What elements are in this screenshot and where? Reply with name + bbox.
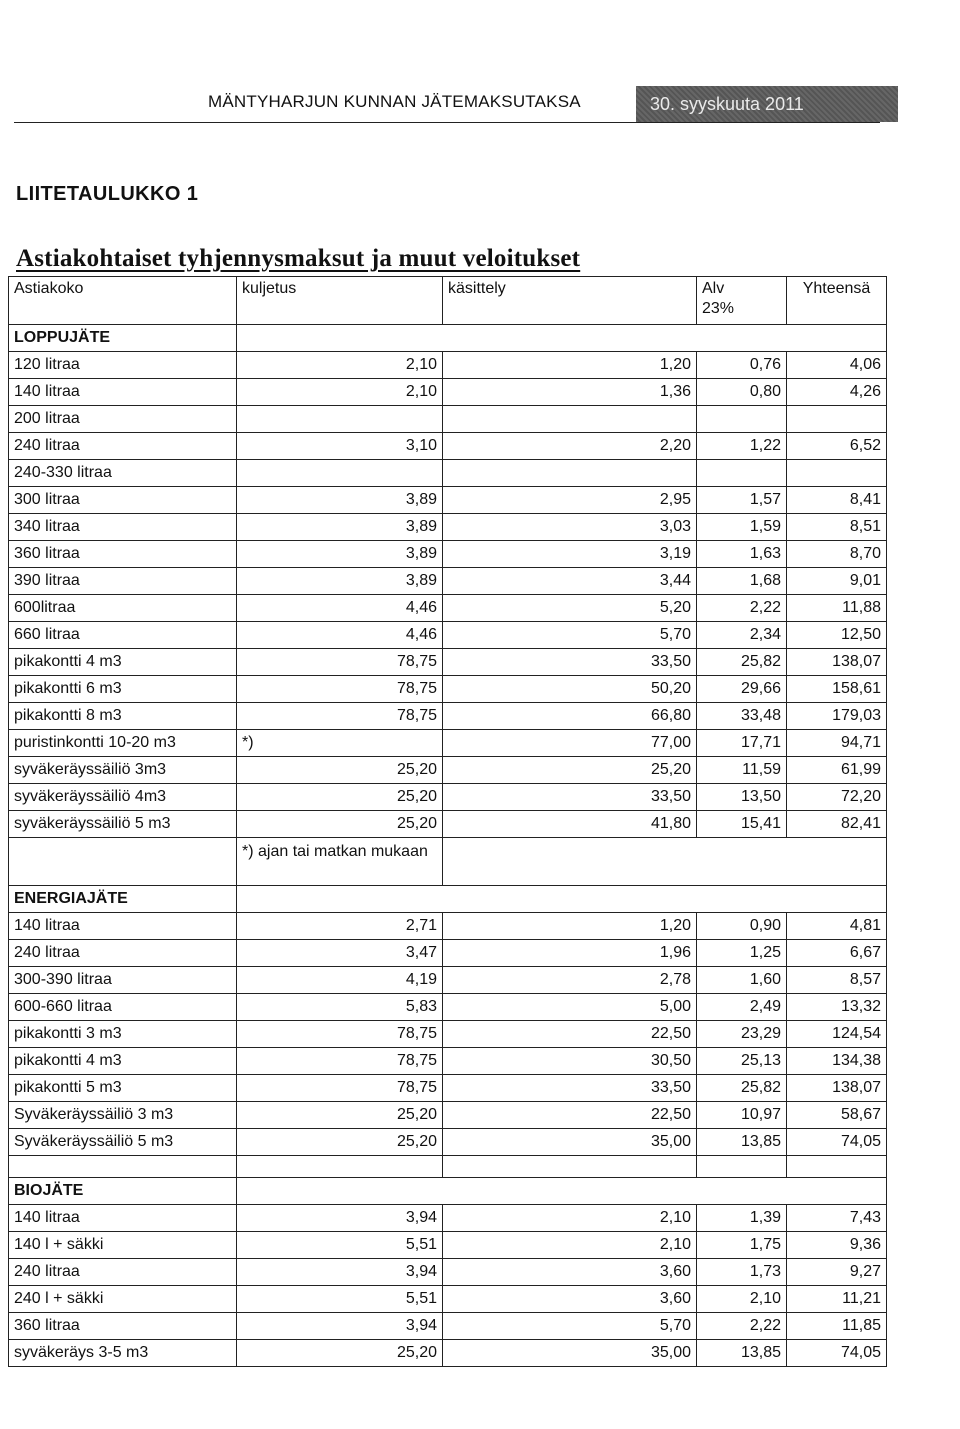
cell-treatment: 25,20 xyxy=(443,757,697,784)
cell-size: 360 litraa xyxy=(9,541,237,568)
cell-size: syväkeräyssäiliö 3m3 xyxy=(9,757,237,784)
cell-vat: 2,49 xyxy=(697,994,787,1021)
cell-treatment: 5,70 xyxy=(443,622,697,649)
cell-vat: 2,34 xyxy=(697,622,787,649)
column-header-vat xyxy=(697,277,787,325)
cell-size: 240-330 litraa xyxy=(9,460,237,487)
cell-size: 300-390 litraa xyxy=(9,967,237,994)
cell-treatment: 1,36 xyxy=(443,379,697,406)
cell-treatment: 1,20 xyxy=(443,913,697,940)
cell-total: 11,21 xyxy=(787,1286,887,1313)
cell-total: 58,67 xyxy=(787,1102,887,1129)
column-header-vat-line2: 23% xyxy=(702,300,735,317)
cell-transport: 25,20 xyxy=(237,757,443,784)
cell-treatment: 66,80 xyxy=(443,703,697,730)
cell-vat: 1,73 xyxy=(697,1259,787,1286)
table-row xyxy=(9,649,887,676)
table-row xyxy=(9,460,887,487)
cell-transport xyxy=(237,460,443,487)
cell-transport: 3,94 xyxy=(237,1259,443,1286)
cell-treatment xyxy=(443,406,697,433)
cell-transport: 25,20 xyxy=(237,784,443,811)
cell-vat: 25,82 xyxy=(697,1075,787,1102)
cell-transport: 3,89 xyxy=(237,487,443,514)
cell-transport: 3,10 xyxy=(237,433,443,460)
cell-vat: 10,97 xyxy=(697,1102,787,1129)
cell-size: 390 litraa xyxy=(9,568,237,595)
cell-treatment: 2,78 xyxy=(443,967,697,994)
cell-total: 138,07 xyxy=(787,649,887,676)
cell-treatment: 5,20 xyxy=(443,595,697,622)
cell-treatment: 50,20 xyxy=(443,676,697,703)
cell-size: 300 litraa xyxy=(9,487,237,514)
spacer-cell xyxy=(787,1156,887,1178)
section-header-row xyxy=(9,1178,887,1205)
cell-total: 9,01 xyxy=(787,568,887,595)
cell-vat: 23,29 xyxy=(697,1021,787,1048)
table-row xyxy=(9,676,887,703)
table-row xyxy=(9,730,887,757)
cell-total: 82,41 xyxy=(787,811,887,838)
cell-treatment: 35,00 xyxy=(443,1340,697,1367)
cell-total: 134,38 xyxy=(787,1048,887,1075)
fee-table xyxy=(8,276,887,1367)
cell-size: 140 l + säkki xyxy=(9,1232,237,1259)
cell-vat: 0,76 xyxy=(697,352,787,379)
table-row xyxy=(9,811,887,838)
table-row xyxy=(9,406,887,433)
cell-treatment: 2,10 xyxy=(443,1205,697,1232)
cell-total xyxy=(787,406,887,433)
table-row xyxy=(9,994,887,1021)
cell-total: 9,36 xyxy=(787,1232,887,1259)
table-title: Astiakohtaiset tyhjennysmaksut ja muut veloitukset xyxy=(16,245,581,272)
footnote-filler xyxy=(443,838,887,886)
cell-total: 4,81 xyxy=(787,913,887,940)
cell-vat: 25,13 xyxy=(697,1048,787,1075)
cell-treatment: 3,60 xyxy=(443,1286,697,1313)
cell-transport: 3,47 xyxy=(237,940,443,967)
cell-total: 138,07 xyxy=(787,1075,887,1102)
cell-treatment: 3,19 xyxy=(443,541,697,568)
cell-vat: 1,25 xyxy=(697,940,787,967)
cell-total: 7,43 xyxy=(787,1205,887,1232)
table-row xyxy=(9,940,887,967)
table-row xyxy=(9,757,887,784)
table-row xyxy=(9,1205,887,1232)
cell-treatment: 3,60 xyxy=(443,1259,697,1286)
cell-treatment: 35,00 xyxy=(443,1129,697,1156)
cell-transport: 78,75 xyxy=(237,1021,443,1048)
column-header-row xyxy=(9,277,887,325)
table-row xyxy=(9,1075,887,1102)
cell-total: 4,06 xyxy=(787,352,887,379)
section-title: BIOJÄTE xyxy=(9,1178,237,1205)
cell-vat: 13,85 xyxy=(697,1340,787,1367)
cell-size: syväkeräyssäiliö 4m3 xyxy=(9,784,237,811)
cell-transport: 5,51 xyxy=(237,1232,443,1259)
cell-vat: 1,39 xyxy=(697,1205,787,1232)
cell-vat xyxy=(697,460,787,487)
cell-total: 8,57 xyxy=(787,967,887,994)
cell-treatment: 1,20 xyxy=(443,352,697,379)
cell-size: 140 litraa xyxy=(9,913,237,940)
cell-transport: 25,20 xyxy=(237,1102,443,1129)
table-row xyxy=(9,1340,887,1367)
cell-treatment: 5,70 xyxy=(443,1313,697,1340)
cell-treatment: 2,95 xyxy=(443,487,697,514)
cell-total: 8,41 xyxy=(787,487,887,514)
cell-transport: 5,83 xyxy=(237,994,443,1021)
cell-transport: 3,89 xyxy=(237,514,443,541)
cell-treatment: 22,50 xyxy=(443,1021,697,1048)
table-row xyxy=(9,1129,887,1156)
cell-total: 94,71 xyxy=(787,730,887,757)
cell-transport: 3,89 xyxy=(237,568,443,595)
table-row xyxy=(9,703,887,730)
cell-size: pikakontti 4 m3 xyxy=(9,649,237,676)
cell-transport xyxy=(237,406,443,433)
cell-treatment: 3,44 xyxy=(443,568,697,595)
cell-treatment: 77,00 xyxy=(443,730,697,757)
cell-size: 200 litraa xyxy=(9,406,237,433)
cell-vat: 2,22 xyxy=(697,1313,787,1340)
cell-total: 11,88 xyxy=(787,595,887,622)
cell-total: 6,52 xyxy=(787,433,887,460)
cell-total: 179,03 xyxy=(787,703,887,730)
cell-transport: 3,89 xyxy=(237,541,443,568)
cell-treatment: 33,50 xyxy=(443,784,697,811)
cell-vat: 2,10 xyxy=(697,1286,787,1313)
section-title: LOPPUJÄTE xyxy=(9,325,237,352)
cell-treatment: 33,50 xyxy=(443,1075,697,1102)
section-header-row xyxy=(9,325,887,352)
table-row xyxy=(9,1313,887,1340)
cell-size: 140 litraa xyxy=(9,379,237,406)
cell-size: syväkeräys 3-5 m3 xyxy=(9,1340,237,1367)
cell-size: 600litraa xyxy=(9,595,237,622)
cell-total: 11,85 xyxy=(787,1313,887,1340)
cell-size: 140 litraa xyxy=(9,1205,237,1232)
cell-size: 120 litraa xyxy=(9,352,237,379)
cell-transport: 5,51 xyxy=(237,1286,443,1313)
footnote-text: *) ajan tai matkan mukaan xyxy=(237,838,443,886)
cell-treatment: 5,00 xyxy=(443,994,697,1021)
cell-total: 158,61 xyxy=(787,676,887,703)
cell-vat: 13,50 xyxy=(697,784,787,811)
cell-vat: 11,59 xyxy=(697,757,787,784)
spacer-cell xyxy=(9,1156,237,1178)
cell-vat: 1,75 xyxy=(697,1232,787,1259)
cell-size: 240 litraa xyxy=(9,1259,237,1286)
cell-transport: 78,75 xyxy=(237,1048,443,1075)
fee-table-body xyxy=(9,277,887,1367)
cell-vat: 1,57 xyxy=(697,487,787,514)
cell-size: 600-660 litraa xyxy=(9,994,237,1021)
cell-treatment: 2,10 xyxy=(443,1232,697,1259)
table-row xyxy=(9,541,887,568)
cell-treatment: 33,50 xyxy=(443,649,697,676)
table-row xyxy=(9,1021,887,1048)
cell-size: pikakontti 3 m3 xyxy=(9,1021,237,1048)
column-header-total: Yhteensä xyxy=(787,277,887,325)
cell-transport: 4,46 xyxy=(237,622,443,649)
table-row xyxy=(9,784,887,811)
table-row xyxy=(9,487,887,514)
cell-vat: 2,22 xyxy=(697,595,787,622)
cell-size: pikakontti 8 m3 xyxy=(9,703,237,730)
cell-total: 13,32 xyxy=(787,994,887,1021)
cell-transport: 2,71 xyxy=(237,913,443,940)
cell-size: pikakontti 5 m3 xyxy=(9,1075,237,1102)
cell-total: 4,26 xyxy=(787,379,887,406)
cell-transport: 25,20 xyxy=(237,1129,443,1156)
cell-total: 72,20 xyxy=(787,784,887,811)
spacer-cell xyxy=(237,1156,443,1178)
footnote-row xyxy=(9,838,887,886)
cell-vat: 29,66 xyxy=(697,676,787,703)
column-header-vat-line1: Alv xyxy=(702,280,725,297)
cell-vat: 13,85 xyxy=(697,1129,787,1156)
cell-vat: 1,68 xyxy=(697,568,787,595)
cell-vat: 25,82 xyxy=(697,649,787,676)
cell-total: 6,67 xyxy=(787,940,887,967)
section-header-filler xyxy=(237,886,887,913)
document-date-badge: 30. syyskuuta 2011 xyxy=(636,86,898,122)
cell-vat: 1,60 xyxy=(697,967,787,994)
column-header-transport: kuljetus xyxy=(237,277,443,325)
cell-size: puristinkontti 10-20 m3 xyxy=(9,730,237,757)
table-row xyxy=(9,913,887,940)
cell-total: 74,05 xyxy=(787,1129,887,1156)
table-row xyxy=(9,379,887,406)
cell-transport: 2,10 xyxy=(237,352,443,379)
cell-transport: 25,20 xyxy=(237,1340,443,1367)
section-header-filler xyxy=(237,325,887,352)
cell-transport: 78,75 xyxy=(237,703,443,730)
cell-vat: 1,63 xyxy=(697,541,787,568)
cell-vat: 1,22 xyxy=(697,433,787,460)
table-row xyxy=(9,433,887,460)
table-row xyxy=(9,352,887,379)
cell-total: 124,54 xyxy=(787,1021,887,1048)
table-row xyxy=(9,1286,887,1313)
spacer-cell xyxy=(443,1156,697,1178)
table-row xyxy=(9,595,887,622)
cell-vat: 0,80 xyxy=(697,379,787,406)
table-row xyxy=(9,967,887,994)
appendix-label: LIITETAULUKKO 1 xyxy=(16,183,199,205)
cell-treatment: 41,80 xyxy=(443,811,697,838)
cell-size: 360 litraa xyxy=(9,1313,237,1340)
cell-transport: 4,19 xyxy=(237,967,443,994)
cell-transport: 78,75 xyxy=(237,649,443,676)
cell-size: pikakontti 4 m3 xyxy=(9,1048,237,1075)
column-header-treatment: käsittely xyxy=(443,277,697,325)
cell-total: 61,99 xyxy=(787,757,887,784)
cell-transport: 3,94 xyxy=(237,1205,443,1232)
cell-transport: 25,20 xyxy=(237,811,443,838)
cell-vat: 15,41 xyxy=(697,811,787,838)
cell-size: Syväkeräyssäiliö 3 m3 xyxy=(9,1102,237,1129)
table-row xyxy=(9,622,887,649)
cell-transport: *) xyxy=(237,730,443,757)
cell-total: 9,27 xyxy=(787,1259,887,1286)
table-row xyxy=(9,1232,887,1259)
cell-size: pikakontti 6 m3 xyxy=(9,676,237,703)
cell-total: 8,70 xyxy=(787,541,887,568)
cell-treatment: 3,03 xyxy=(443,514,697,541)
cell-vat: 33,48 xyxy=(697,703,787,730)
cell-vat: 0,90 xyxy=(697,913,787,940)
cell-transport: 2,10 xyxy=(237,379,443,406)
cell-transport: 4,46 xyxy=(237,595,443,622)
cell-vat: 17,71 xyxy=(697,730,787,757)
cell-treatment: 1,96 xyxy=(443,940,697,967)
cell-transport: 78,75 xyxy=(237,676,443,703)
cell-treatment: 30,50 xyxy=(443,1048,697,1075)
table-row xyxy=(9,1102,887,1129)
cell-total: 12,50 xyxy=(787,622,887,649)
cell-size: Syväkeräyssäiliö 5 m3 xyxy=(9,1129,237,1156)
cell-total: 74,05 xyxy=(787,1340,887,1367)
footnote-blank xyxy=(9,838,237,886)
cell-size: 660 litraa xyxy=(9,622,237,649)
cell-size: 240 litraa xyxy=(9,433,237,460)
cell-total xyxy=(787,460,887,487)
cell-transport: 3,94 xyxy=(237,1313,443,1340)
column-header-size: Astiakoko xyxy=(9,277,237,325)
document-header-title: MÄNTYHARJUN KUNNAN JÄTEMAKSUTAKSA xyxy=(208,92,581,111)
cell-size: 340 litraa xyxy=(9,514,237,541)
cell-transport: 78,75 xyxy=(237,1075,443,1102)
table-row xyxy=(9,1048,887,1075)
cell-treatment: 22,50 xyxy=(443,1102,697,1129)
section-header-row xyxy=(9,886,887,913)
cell-size: 240 l + säkki xyxy=(9,1286,237,1313)
spacer-row xyxy=(9,1156,887,1178)
table-row xyxy=(9,1259,887,1286)
section-title: ENERGIAJÄTE xyxy=(9,886,237,913)
cell-size: syväkeräyssäiliö 5 m3 xyxy=(9,811,237,838)
cell-vat xyxy=(697,406,787,433)
cell-vat: 1,59 xyxy=(697,514,787,541)
spacer-cell xyxy=(697,1156,787,1178)
table-row xyxy=(9,514,887,541)
cell-treatment xyxy=(443,460,697,487)
cell-treatment: 2,20 xyxy=(443,433,697,460)
document-header xyxy=(14,86,880,123)
table-row xyxy=(9,568,887,595)
section-header-filler xyxy=(237,1178,887,1205)
cell-total: 8,51 xyxy=(787,514,887,541)
cell-size: 240 litraa xyxy=(9,940,237,967)
